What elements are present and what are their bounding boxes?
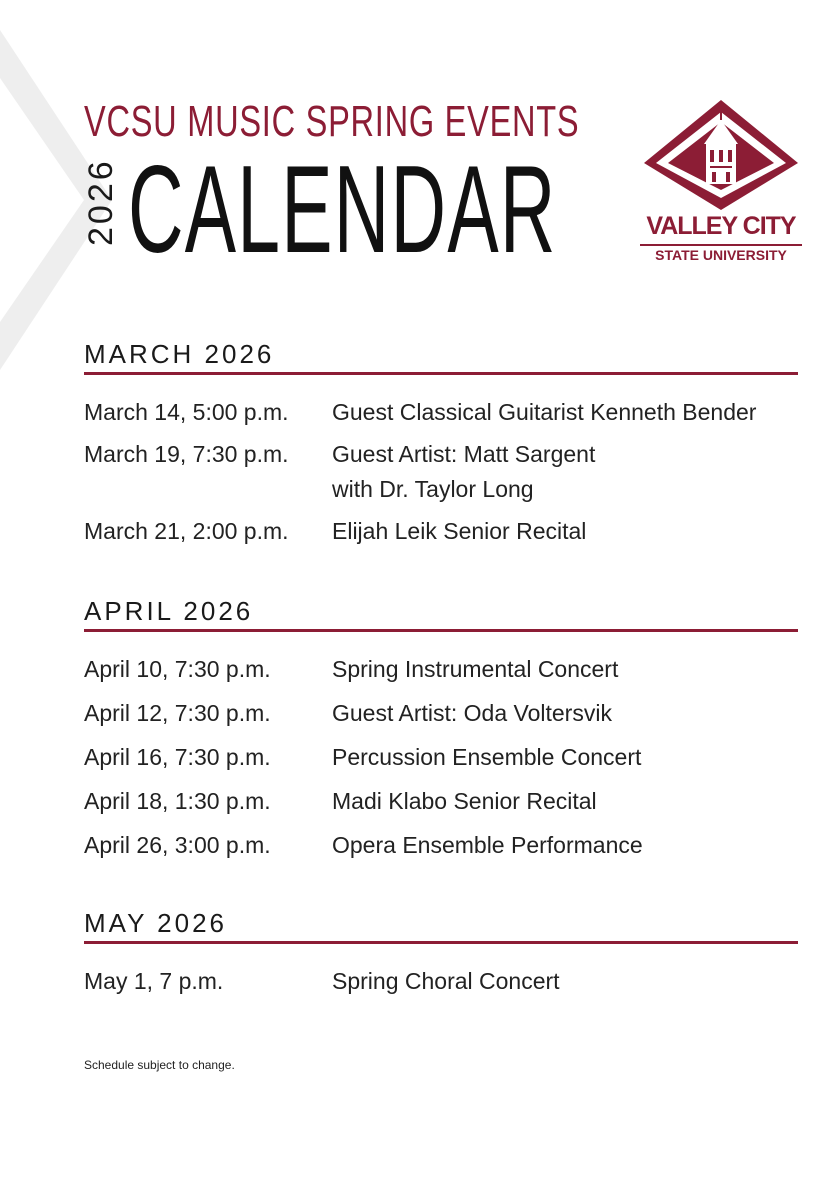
event-title: Spring Choral Concert: [332, 968, 560, 994]
page-title: CALENDAR: [128, 141, 557, 279]
event-date: April 12, 7:30 p.m.: [84, 700, 271, 726]
event-row: [84, 964, 798, 999]
event-date: April 18, 1:30 p.m.: [84, 788, 271, 814]
logo-subname: STATE UNIVERSITY: [640, 244, 802, 262]
event-title-line2: with Dr. Taylor Long: [332, 476, 534, 502]
event-date: March 21, 2:00 p.m.: [84, 518, 289, 544]
event-date: April 10, 7:30 p.m.: [84, 656, 271, 682]
event-title: Guest Artist: Oda Voltersvik: [332, 700, 612, 726]
event-row: [84, 784, 798, 819]
event-title: Guest Classical Guitarist Kenneth Bender: [332, 399, 757, 425]
section-april: [84, 595, 798, 863]
section-heading: MARCH 2026: [84, 339, 275, 369]
logo-name: VALLEY CITY: [646, 212, 796, 240]
event-title: Guest Artist: Matt Sargent: [332, 441, 596, 467]
event-date: April 26, 3:00 p.m.: [84, 832, 271, 858]
event-title: Spring Instrumental Concert: [332, 656, 619, 682]
subtitle: VCSU MUSIC SPRING EVENTS: [84, 97, 580, 146]
section-heading: APRIL 2026: [84, 596, 254, 626]
university-logo-icon: [640, 98, 802, 266]
event-title: Percussion Ensemble Concert: [332, 744, 642, 770]
section-may: [84, 907, 798, 999]
event-title: Elijah Leik Senior Recital: [332, 518, 587, 544]
year-label: 2026: [82, 158, 120, 246]
event-date: April 16, 7:30 p.m.: [84, 744, 271, 770]
section-march: [84, 338, 798, 549]
event-row: [84, 828, 798, 863]
event-title: Opera Ensemble Performance: [332, 832, 643, 858]
event-date: March 14, 5:00 p.m.: [84, 399, 289, 425]
section-heading: MAY 2026: [84, 908, 228, 938]
event-row: [84, 696, 798, 731]
event-row: [84, 652, 798, 687]
event-title: Madi Klabo Senior Recital: [332, 788, 597, 814]
event-row: [84, 740, 798, 775]
event-date: May 1, 7 p.m.: [84, 968, 224, 994]
event-row: [84, 395, 798, 430]
footer-note: Schedule subject to change.: [84, 1058, 235, 1072]
event-row: [84, 437, 798, 507]
event-date: March 19, 7:30 p.m.: [84, 441, 289, 467]
event-row: [84, 514, 798, 549]
